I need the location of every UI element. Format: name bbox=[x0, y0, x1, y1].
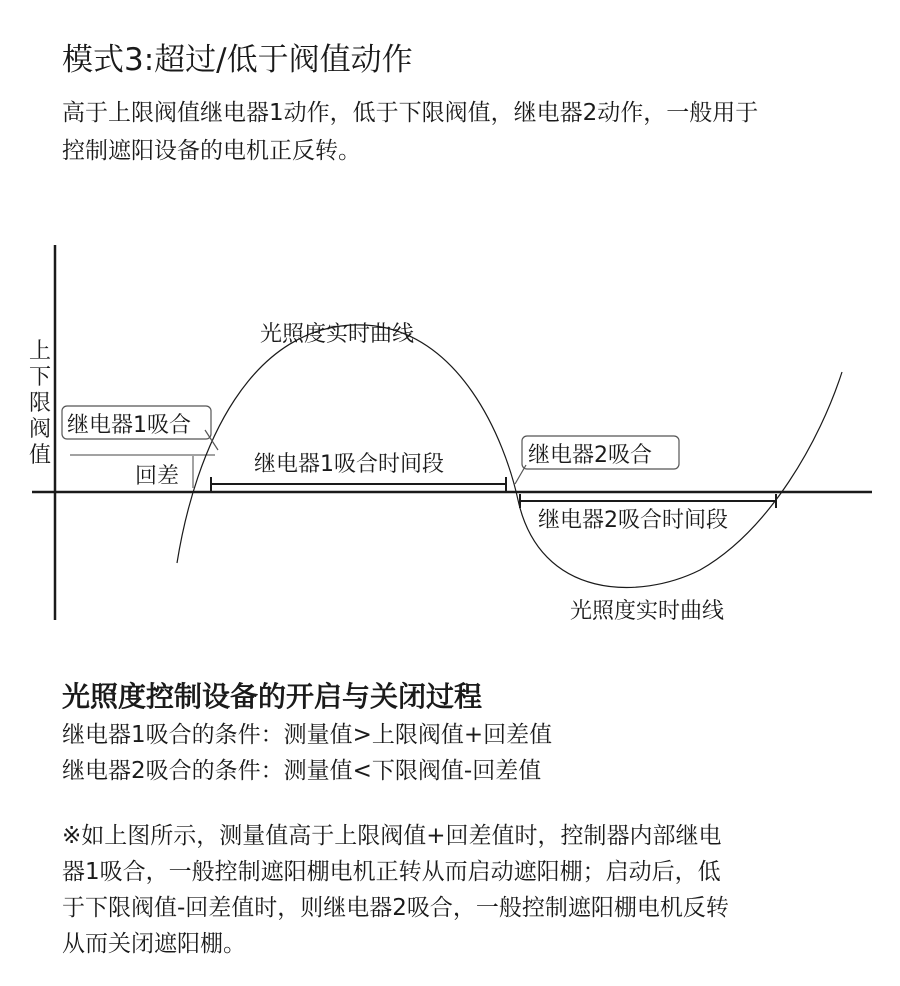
curve-label-bottom: 光照度实时曲线 bbox=[570, 599, 725, 624]
note-line: ※如上图所示，测量值高于上限阀值+回差值时，控制器内部继电 bbox=[62, 823, 722, 849]
relay2-callout-label: 继电器2吸合 bbox=[528, 443, 652, 468]
hysteresis-label: 回差 bbox=[135, 464, 180, 489]
relay2-pointer bbox=[515, 465, 526, 484]
process-title: 光照度控制设备的开启与关闭过程 bbox=[62, 680, 483, 713]
relay1-callout-label: 继电器1吸合 bbox=[67, 413, 191, 438]
relay1-period-label: 继电器1吸合时间段 bbox=[254, 452, 444, 477]
threshold-diagram bbox=[0, 230, 900, 630]
page-title: 模式3:超过/低于阀值动作 bbox=[62, 42, 413, 78]
y-axis-label: 上下限阀值 bbox=[28, 339, 52, 468]
note-line: 从而关闭遮阳棚。 bbox=[62, 931, 246, 957]
description-line: 高于上限阀值继电器1动作，低于下限阀值，继电器2动作，一般用于 bbox=[62, 100, 759, 126]
note-line: 器1吸合，一般控制遮阳棚电机正转从而启动遮阳棚；启动后，低 bbox=[62, 859, 721, 885]
note-line: 于下限阀值-回差值时，则继电器2吸合，一般控制遮阳棚电机反转 bbox=[62, 895, 729, 921]
curve-label-top: 光照度实时曲线 bbox=[260, 322, 415, 347]
mode-description bbox=[62, 94, 862, 170]
relay2-condition: 继电器2吸合的条件：测量值<下限阀值-回差值 bbox=[62, 758, 542, 784]
process-note bbox=[62, 818, 862, 962]
description-line: 控制遮阳设备的电机正反转。 bbox=[62, 138, 361, 164]
relay2-period-label: 继电器2吸合时间段 bbox=[538, 508, 728, 533]
relay1-condition: 继电器1吸合的条件：测量值>上限阀值+回差值 bbox=[62, 722, 553, 748]
